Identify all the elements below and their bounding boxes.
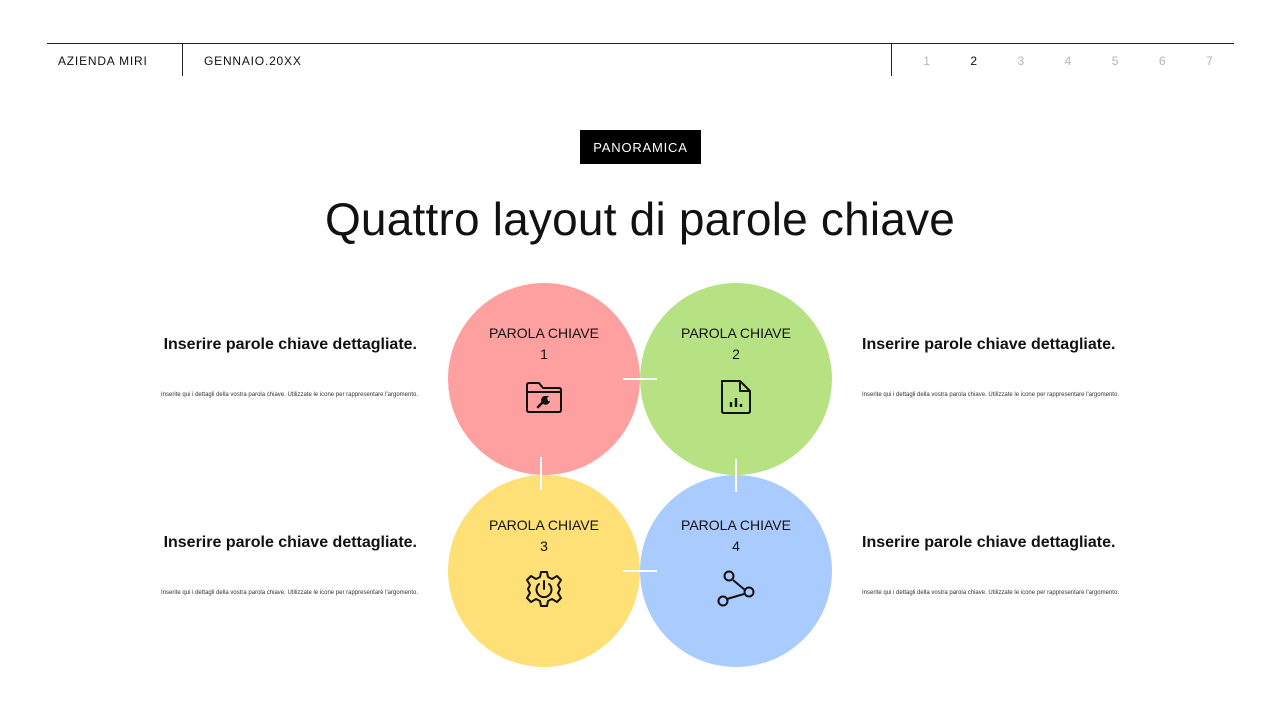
page-navigation	[903, 54, 1233, 70]
header-rule	[47, 43, 1234, 44]
share-nodes-icon	[716, 569, 756, 609]
slide-title: Quattro layout di parole chiave	[324, 193, 956, 245]
page-link-7[interactable]: 7	[1206, 54, 1213, 68]
keyword-number-3: 3	[540, 538, 548, 554]
connector-top	[623, 378, 657, 380]
file-chart-icon	[716, 377, 756, 417]
page-link-1[interactable]: 1	[923, 54, 930, 68]
connector-left	[540, 457, 542, 490]
keyword-circle-4	[640, 475, 832, 667]
page-link-4[interactable]: 4	[1064, 54, 1072, 68]
gear-power-icon	[524, 569, 564, 609]
folder-wrench-icon	[524, 377, 564, 417]
header-divider	[891, 43, 892, 76]
section-tag: PANORAMICA	[580, 130, 701, 164]
keyword-title-3: PAROLA CHIAVE	[489, 517, 599, 533]
keyword-title-1: PAROLA CHIAVE	[489, 325, 599, 341]
keyword-heading-2: Inserire parole chiave dettagliate.	[862, 336, 1116, 353]
keyword-description-2: Inserite qui i dettagli della vostra parola chiave. Utilizzate le icone per rappresentare l'argomento.	[862, 392, 1119, 398]
keyword-circle-2	[640, 283, 832, 475]
keyword-heading-4: Inserire parole chiave dettagliate.	[862, 534, 1116, 551]
keyword-title-4: PAROLA CHIAVE	[681, 517, 791, 533]
keyword-number-4: 4	[732, 538, 740, 554]
keyword-heading-1: Inserire parole chiave dettagliate.	[163, 336, 417, 353]
header-date: GENNAIO.20XX	[204, 54, 302, 68]
keyword-description-4: Inserite qui i dettagli della vostra parola chiave. Utilizzate le icone per rappresentare l'argomento.	[862, 590, 1119, 596]
page-link-2[interactable]: 2	[970, 54, 978, 68]
keyword-label-3	[448, 515, 640, 557]
keyword-heading-3: Inserire parole chiave dettagliate.	[163, 534, 417, 551]
page-link-6[interactable]: 6	[1158, 54, 1166, 68]
header-divider	[182, 43, 183, 76]
company-name: AZIENDA MIRI	[58, 54, 148, 68]
keyword-title-2: PAROLA CHIAVE	[681, 325, 791, 341]
connector-bottom	[623, 570, 657, 572]
keyword-description-3: Inserite qui i dettagli della vostra parola chiave. Utilizzate le icone per rappresentare l'argomento.	[161, 590, 418, 596]
keyword-label-1	[448, 323, 640, 365]
keyword-circle-1	[448, 283, 640, 475]
keyword-label-4	[640, 515, 832, 557]
page-link-5[interactable]: 5	[1111, 54, 1119, 68]
connector-right	[735, 459, 737, 492]
keyword-number-1: 1	[540, 346, 548, 362]
keyword-number-2: 2	[732, 346, 740, 362]
keyword-label-2	[640, 323, 832, 365]
keyword-circle-3	[448, 475, 640, 667]
page-link-3[interactable]: 3	[1017, 54, 1025, 68]
keyword-description-1: Inserite qui i dettagli della vostra parola chiave. Utilizzate le icone per rappresentare l'argomento.	[161, 392, 418, 398]
